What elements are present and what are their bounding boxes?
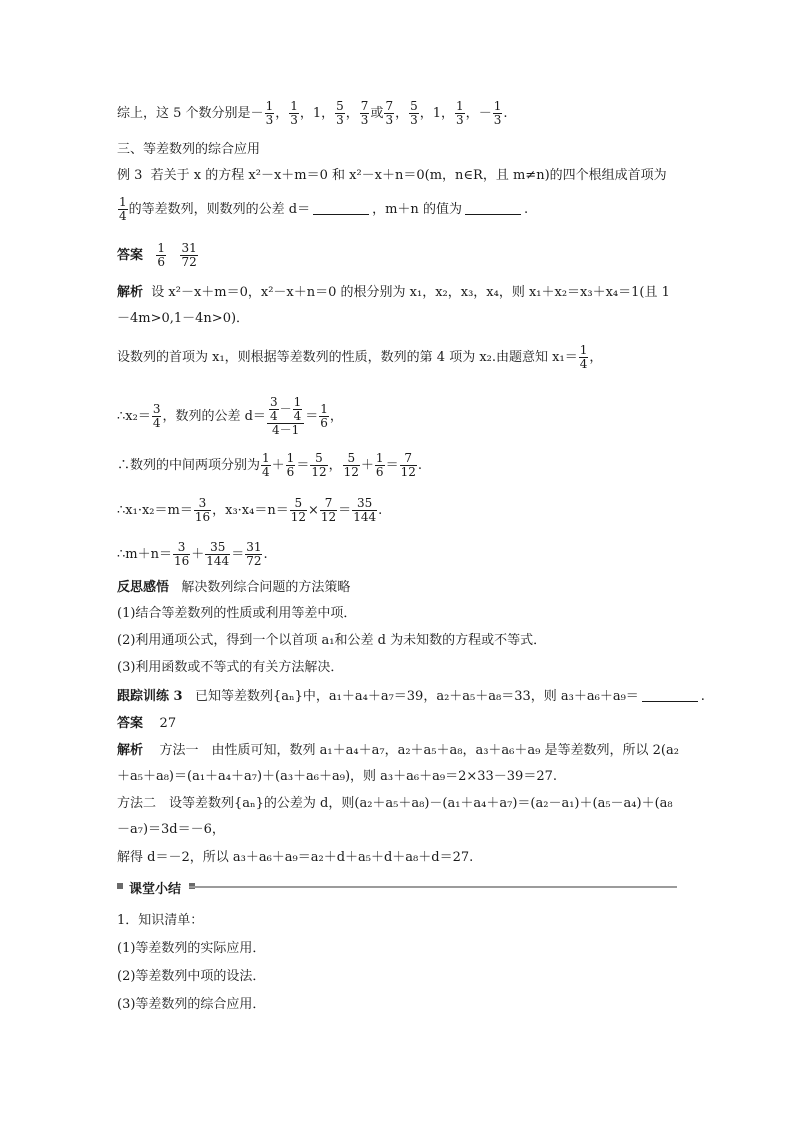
numerator: 5 <box>290 497 307 511</box>
fraction <box>173 541 190 568</box>
section-bullet-left <box>117 883 123 889</box>
fraction <box>265 100 275 127</box>
equals-sign: ＝ <box>231 547 245 562</box>
example-text: 的等差数列，则数列的公差 d＝ <box>128 202 311 217</box>
period: . <box>523 202 529 217</box>
fraction <box>400 452 417 479</box>
equals-sign: ＝ <box>296 458 310 473</box>
numerator: 1 <box>290 99 298 113</box>
fraction <box>205 541 230 568</box>
fraction <box>310 452 327 479</box>
analysis1-line1 <box>117 285 670 301</box>
numerator: 35 <box>352 497 377 511</box>
numerator: 3 <box>194 497 211 511</box>
denominator: 12 <box>311 465 327 479</box>
denominator: 4－1 <box>271 423 300 437</box>
fraction <box>290 497 307 524</box>
numerator: 7 <box>400 452 417 466</box>
fraction <box>152 403 162 430</box>
denominator: 6 <box>320 416 328 430</box>
analysis1-line5 <box>117 452 422 479</box>
denominator: 12 <box>400 465 416 479</box>
example-text: ，m＋n 的值为 <box>372 202 462 217</box>
numerator: 3 <box>173 541 190 555</box>
fraction <box>579 344 589 371</box>
fraction <box>335 100 345 127</box>
reflection-item: (1)结合等差数列的性质或利用等差中项． <box>117 606 357 621</box>
numerator: 7 <box>320 497 337 511</box>
period: . <box>378 503 383 518</box>
plus-sign: ＋ <box>360 458 374 473</box>
period: . <box>263 547 268 562</box>
analysis-text: ∴x₁·x₂＝m＝ <box>117 503 193 518</box>
example-text: 若关于 x 的方程 x²－x＋m＝0 和 x²－x＋n＝0(m，n∈R，且 m≠n)的四个根组成首项为 <box>150 168 667 183</box>
separator: ， <box>395 106 409 121</box>
numerator: 3 <box>152 402 161 416</box>
separator: ， <box>345 106 359 121</box>
numerator: 7 <box>385 99 394 113</box>
numerator: 1 <box>320 402 328 416</box>
separator: ， <box>465 106 479 121</box>
analysis2-line2: ＋a₅＋a₈)＝(a₁＋a₄＋a₇)＋(a₃＋a₆＋a₉)，则 a₃＋a₆＋a₉＝2×33－39＝27. <box>117 769 557 784</box>
answer2-line <box>117 716 176 732</box>
analysis-text: ∴数列的中间两项分别为 <box>117 458 261 473</box>
denominator: 144 <box>353 510 377 524</box>
analysis2-line3: 方法二 设等差数列{aₙ}的公差为 d，则(a₂＋a₅＋a₈)－(a₁＋a₄＋a₇)＝(a₂－a₁)＋(a₅－a₄)＋(a₈ <box>117 796 673 811</box>
minus-sign: － <box>279 402 292 416</box>
fraction <box>156 242 166 269</box>
analysis-text: ，数列的公差 d＝ <box>162 409 266 424</box>
numerator: 1 <box>286 451 295 465</box>
denominator: 3 <box>410 113 418 127</box>
summary-line <box>117 100 507 127</box>
analysis-text: 设 x²－x＋m＝0，x²－x＋n＝0 的根分别为 x₁，x₂，x₃，x₄，则 x₁＋x₂＝x₃＋x₄＝1(且 1 <box>151 285 670 300</box>
section-divider <box>189 886 677 888</box>
denominator: 144 <box>206 554 230 568</box>
period: . <box>503 106 508 121</box>
fraction <box>343 452 360 479</box>
denominator: 3 <box>290 113 298 127</box>
separator: ， <box>329 409 343 424</box>
analysis-text: ∴x₂＝ <box>117 409 151 424</box>
denominator: 16 <box>194 510 211 524</box>
answer-value: 27 <box>159 716 177 731</box>
separator: ， <box>275 106 289 121</box>
numerator: 35 <box>205 541 230 555</box>
section-heading: 三、等差数列的综合应用 <box>117 142 261 157</box>
analysis1-line2: －4m>0,1－4n>0)． <box>117 311 250 326</box>
numerator: 5 <box>410 99 418 113</box>
reflection-subtitle: 解决数列综合问题的方法策略 <box>181 580 351 595</box>
analysis-text: 方法一 由性质可知，数列 a₁＋a₄＋a₇，a₂＋a₅＋a₈，a₃＋a₆＋a₉ 是等差数列，所以 2(a₂ <box>159 743 679 758</box>
reflection-item: (2)利用通项公式，得到一个以首项 a₁和公差 d 为未知数的方程或不等式． <box>117 633 547 648</box>
analysis1-line4 <box>117 396 343 437</box>
fraction <box>269 396 279 423</box>
fraction <box>293 396 303 423</box>
numerator: 5 <box>310 452 327 466</box>
denominator: 3 <box>336 113 344 127</box>
fraction <box>194 497 211 524</box>
denominator: 72 <box>181 255 197 269</box>
fraction <box>118 196 128 223</box>
denominator: 16 <box>173 554 190 568</box>
numerator: 1 <box>157 241 166 255</box>
summary-prefix: 综上，这 5 个数分别是 <box>117 106 251 121</box>
fraction <box>384 100 394 127</box>
training-label: 跟踪训练 3 <box>117 689 183 704</box>
denominator: 3 <box>265 113 274 127</box>
fraction <box>352 497 377 524</box>
times-sign: × <box>307 503 319 518</box>
numerator: 5 <box>336 99 344 113</box>
answer-blank[interactable] <box>465 214 521 215</box>
denominator: 72 <box>246 554 262 568</box>
analysis1-line3 <box>117 344 602 371</box>
answer-label: 答案 <box>117 716 144 731</box>
class-summary-heading: 1．知识清单： <box>117 913 204 928</box>
separator: ， <box>328 458 342 473</box>
denominator: 3 <box>360 113 369 127</box>
answer-blank[interactable] <box>642 701 698 702</box>
period: . <box>700 689 705 704</box>
example3-line1 <box>117 168 667 184</box>
numerator: 5 <box>343 452 360 466</box>
fraction <box>289 100 299 127</box>
class-summary-header <box>117 878 677 897</box>
numerator: 1 <box>262 451 270 465</box>
analysis-label: 解析 <box>117 285 144 300</box>
denominator: 4 <box>119 209 127 223</box>
separator: ，1， <box>299 106 335 121</box>
denominator: 12 <box>343 465 359 479</box>
fraction <box>261 452 271 479</box>
example3-line2 <box>117 196 528 223</box>
equals-sign: ＝ <box>385 458 399 473</box>
numerator: 1 <box>375 451 384 465</box>
denominator: 4 <box>152 416 161 430</box>
denominator: 12 <box>290 510 306 524</box>
example-label: 例 3 <box>117 168 143 183</box>
fraction <box>455 100 465 127</box>
analysis-text: ∴m＋n＝ <box>117 547 172 562</box>
reflection-title: 反思感悟 <box>117 580 170 595</box>
denominator: 6 <box>157 255 166 269</box>
period: . <box>417 458 422 473</box>
numerator: 1 <box>579 343 588 357</box>
fraction <box>286 452 296 479</box>
answer1-line <box>117 242 199 269</box>
answer-blank[interactable] <box>313 214 369 215</box>
denominator: 4 <box>579 357 588 371</box>
fraction <box>375 452 385 479</box>
separator: ，1， <box>419 106 455 121</box>
reflection-title-line <box>117 580 350 596</box>
numerator <box>267 396 304 424</box>
class-summary-item: (3)等差数列的综合应用． <box>117 997 266 1012</box>
numerator: 7 <box>360 99 369 113</box>
minus-sign: － <box>478 106 492 121</box>
numerator: 31 <box>181 241 197 255</box>
denominator: 3 <box>456 113 464 127</box>
numerator: 1 <box>493 99 502 113</box>
denominator: 6 <box>286 465 295 479</box>
or-text: 或 <box>370 106 384 121</box>
numerator: 3 <box>269 395 278 409</box>
analysis1-line6 <box>117 497 382 524</box>
training3-line <box>117 689 705 705</box>
answer-label: 答案 <box>117 248 144 263</box>
fraction <box>409 100 419 127</box>
class-summary-title: 课堂小结 <box>129 882 182 897</box>
fraction <box>493 100 503 127</box>
numerator: 1 <box>265 99 274 113</box>
denominator: 4 <box>269 409 278 423</box>
analysis1-line7 <box>117 541 268 568</box>
fraction <box>319 403 329 430</box>
plus-sign: ＋ <box>271 458 285 473</box>
equals-sign: ＝ <box>338 503 352 518</box>
training-text: 已知等差数列{aₙ}中，a₁＋a₄＋a₇＝39，a₂＋a₅＋a₈＝33，则 a₃＋a₆＋a₉＝ <box>194 689 639 704</box>
minus-sign: － <box>250 106 264 121</box>
denominator: 4 <box>262 465 270 479</box>
numerator: 1 <box>456 99 464 113</box>
fraction <box>245 541 262 568</box>
denominator: 12 <box>320 510 337 524</box>
numerator: 31 <box>246 540 262 554</box>
plus-sign: ＋ <box>191 547 205 562</box>
class-summary-item: (2)等差数列中项的设法． <box>117 969 266 984</box>
fraction <box>320 497 337 524</box>
reflection-item: (3)利用函数或不等式的有关方法解决． <box>117 660 344 675</box>
analysis2-line1 <box>117 743 679 759</box>
analysis2-line4: －a₇)＝3d＝－6， <box>117 822 225 837</box>
analysis-text: 设数列的首项为 x₁，则根据等差数列的性质，数列的第 4 项为 x₂.由题意知 x₁＝ <box>117 350 578 365</box>
analysis-text: ，x₃·x₄＝n＝ <box>212 503 289 518</box>
analysis-label: 解析 <box>117 743 144 758</box>
fraction <box>180 242 197 269</box>
separator: ， <box>589 350 603 365</box>
numerator: 1 <box>293 395 302 409</box>
analysis2-line5: 解得 d＝－2，所以 a₃＋a₆＋a₉＝a₂＋d＋a₅＋d＋a₈＋d＝27. <box>117 850 474 865</box>
denominator: 4 <box>293 409 302 423</box>
compound-fraction <box>267 396 304 437</box>
denominator: 3 <box>493 113 502 127</box>
denominator: 6 <box>375 465 384 479</box>
denominator: 3 <box>385 113 394 127</box>
equals-sign: ＝ <box>305 409 319 424</box>
fraction <box>360 100 370 127</box>
numerator: 1 <box>119 195 127 209</box>
class-summary-item: (1)等差数列的实际应用． <box>117 941 266 956</box>
